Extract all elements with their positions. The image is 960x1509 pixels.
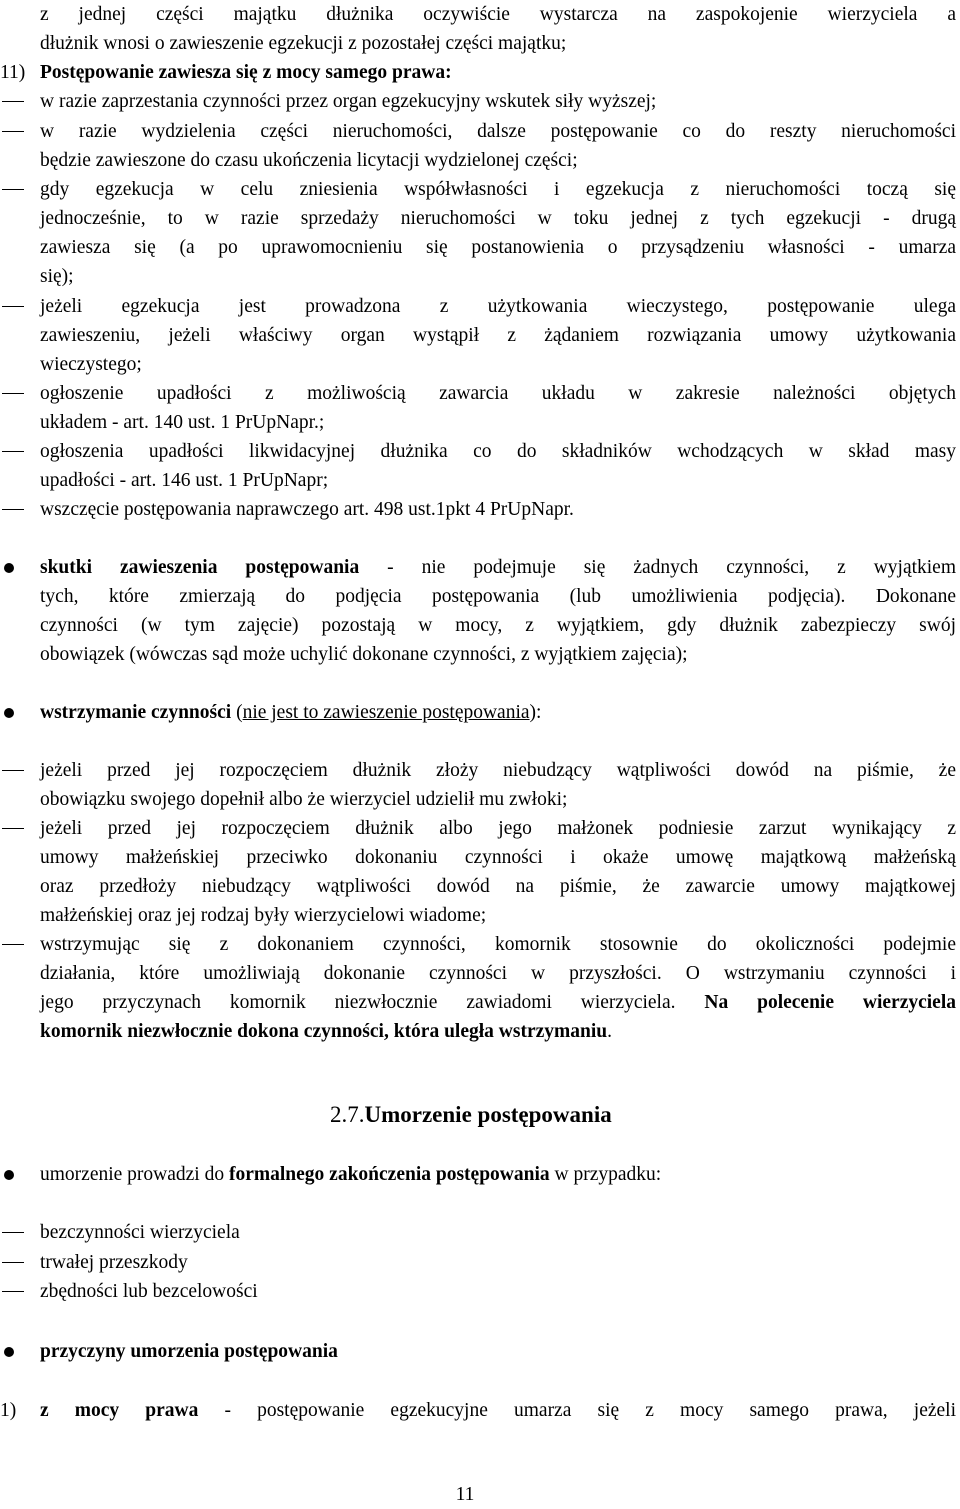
bullet-item: przyczyny umorzenia postępowania [40, 1337, 956, 1366]
text-line: zawiesza się (a po uprawomocnieniu się postanowienia o przysądzeniu własności - umarza [40, 237, 956, 258]
dash-bullet-icon [2, 1291, 24, 1292]
text-line: tych, które zmierzają do podjęcia postępowania (lub umożliwienia podjęcia). Dokonane [40, 586, 956, 607]
bullet-icon [4, 1347, 14, 1357]
dash-bullet-icon [2, 770, 24, 771]
dash-bullet-icon [2, 306, 24, 307]
text-line: działania, które umożliwiają dokonanie czynności w przyszłości. O wstrzymaniu czynności i [40, 963, 956, 984]
bullet-item: wstrzymanie czynności (nie jest to zawieszenie postępowania): [40, 698, 956, 727]
dash-item: wstrzymując się z dokonaniem czynności, komornik stosownie do okoliczności podejmie [40, 930, 956, 959]
dash-item: jeżeli przed jej rozpoczęciem dłużnik albo jego małżonek podniesie zarzut wynikający z [40, 814, 956, 843]
text-line: obowiązku swojego dopełnił albo że wierzyciel udzielił mu zwłoki; [40, 789, 568, 810]
dash-bullet-icon [2, 1232, 24, 1233]
text-line: oraz przedłoży niebudzący wątpliwości dowód na piśmie, że zawarcie umowy majątkowej [40, 876, 956, 897]
text-line: dłużnik wnosi o zawieszenie egzekucji z pozostałej części majątku; [40, 33, 567, 54]
text-line: z jednej części majątku dłużnika oczywiście wystarcza na zaspokojenie wierzyciela a [40, 4, 956, 25]
dash-bullet-icon [2, 451, 24, 452]
text-line: zawieszeniu, jeżeli właściwy organ wystąpił z żądaniem rozwiązania umowy użytkowania [40, 325, 956, 346]
text-line: umowy małżeńskiej przeciwko dokonaniu czynności i okaże umowę majątkową małżeńską [40, 847, 956, 868]
dash-item: ogłoszenie upadłości z możliwością zawarcia układu w zakresie należności objętych [40, 379, 956, 408]
bullet-item: umorzenie prowadzi do formalnego zakończenia postępowania w przypadku: [40, 1160, 956, 1189]
item-title: Postępowanie zawiesza się z mocy samego prawa: [40, 62, 452, 83]
dash-item: trwałej przeszkody [40, 1248, 956, 1277]
text-line: czynności (w tym zajęcie) pozostają w mocy, z wyjątkiem, gdy dłużnik zabezpieczy swój [40, 615, 956, 636]
dash-bullet-icon [2, 189, 24, 190]
dash-item: gdy egzekucja w celu zniesienia współwłasności i egzekucja z nieruchomości toczą się [40, 175, 956, 204]
bullet-icon [4, 708, 14, 718]
text-line: upadłości - art. 146 ust. 1 PrUpNapr; [40, 470, 329, 491]
text-line: będzie zawieszone do czasu ukończenia licytacji wydzielonej części; [40, 150, 578, 171]
section-heading: 2.7.Umorzenie postępowania [330, 1102, 612, 1127]
dash-item: bezczynności wierzyciela [40, 1218, 956, 1247]
dash-bullet-icon [2, 828, 24, 829]
dash-item: jeżeli przed jej rozpoczęciem dłużnik złoży niebudzący wątpliwości dowód na piśmie, że [40, 756, 956, 785]
text-line: układem - art. 140 ust. 1 PrUpNapr.; [40, 412, 325, 433]
numbered-item-1: 1) z mocy prawa - postępowanie egzekucyjne umarza się z mocy samego prawa, jeżeli [40, 1396, 956, 1425]
dash-item: ogłoszenia upadłości likwidacyjnej dłużnika co do składników wchodzących w skład masy [40, 437, 956, 466]
page-number: 11 [455, 1484, 475, 1505]
text-line: małżeńskiej oraz jej rodzaj były wierzycielowi wiadome; [40, 905, 487, 926]
item-number: 1) [0, 1400, 17, 1421]
dash-item: w razie wydzielenia części nieruchomości, dalsze postępowanie co do reszty nieruchomości [40, 117, 956, 146]
text-line: jego przyczynach komornik niezwłocznie zawiadomi wierzyciela. Na polecenie wierzyciela [40, 992, 957, 1013]
text-line: się); [40, 266, 74, 287]
text-line: obowiązek (wówczas sąd może uchylić dokonane czynności, z wyjątkiem zajęcia); [40, 644, 688, 665]
dash-item: jeżeli egzekucja jest prowadzona z użytkowania wieczystego, postępowanie ulega [40, 292, 956, 321]
bullet-icon [4, 1170, 14, 1180]
dash-item: wszczęcie postępowania naprawczego art. 498 ust.1pkt 4 PrUpNapr. [40, 495, 956, 524]
dash-bullet-icon [2, 101, 24, 102]
dash-bullet-icon [2, 1262, 24, 1263]
dash-bullet-icon [2, 393, 24, 394]
numbered-item-11 [0, 58, 956, 87]
bullet-item: skutki zawieszenia postępowania - nie podejmuje się żadnych czynności, z wyjątkiem [40, 553, 956, 582]
dash-bullet-icon [2, 131, 24, 132]
text-line: jednocześnie, to w razie sprzedaży nieruchomości w toku jednej z tych egzekucji - drugą [40, 208, 956, 229]
dash-bullet-icon [2, 944, 24, 945]
text-line: komornik niezwłocznie dokona czynności, która uległa wstrzymaniu. [40, 1021, 613, 1042]
bullet-icon [4, 563, 14, 573]
dash-item: zbędności lub bezcelowości [40, 1277, 956, 1306]
dash-item: w razie zaprzestania czynności przez organ egzekucyjny wskutek siły wyższej; [40, 87, 956, 116]
item-number: 11) [0, 62, 26, 83]
dash-bullet-icon [2, 509, 24, 510]
text-line: wieczystego; [40, 354, 142, 375]
